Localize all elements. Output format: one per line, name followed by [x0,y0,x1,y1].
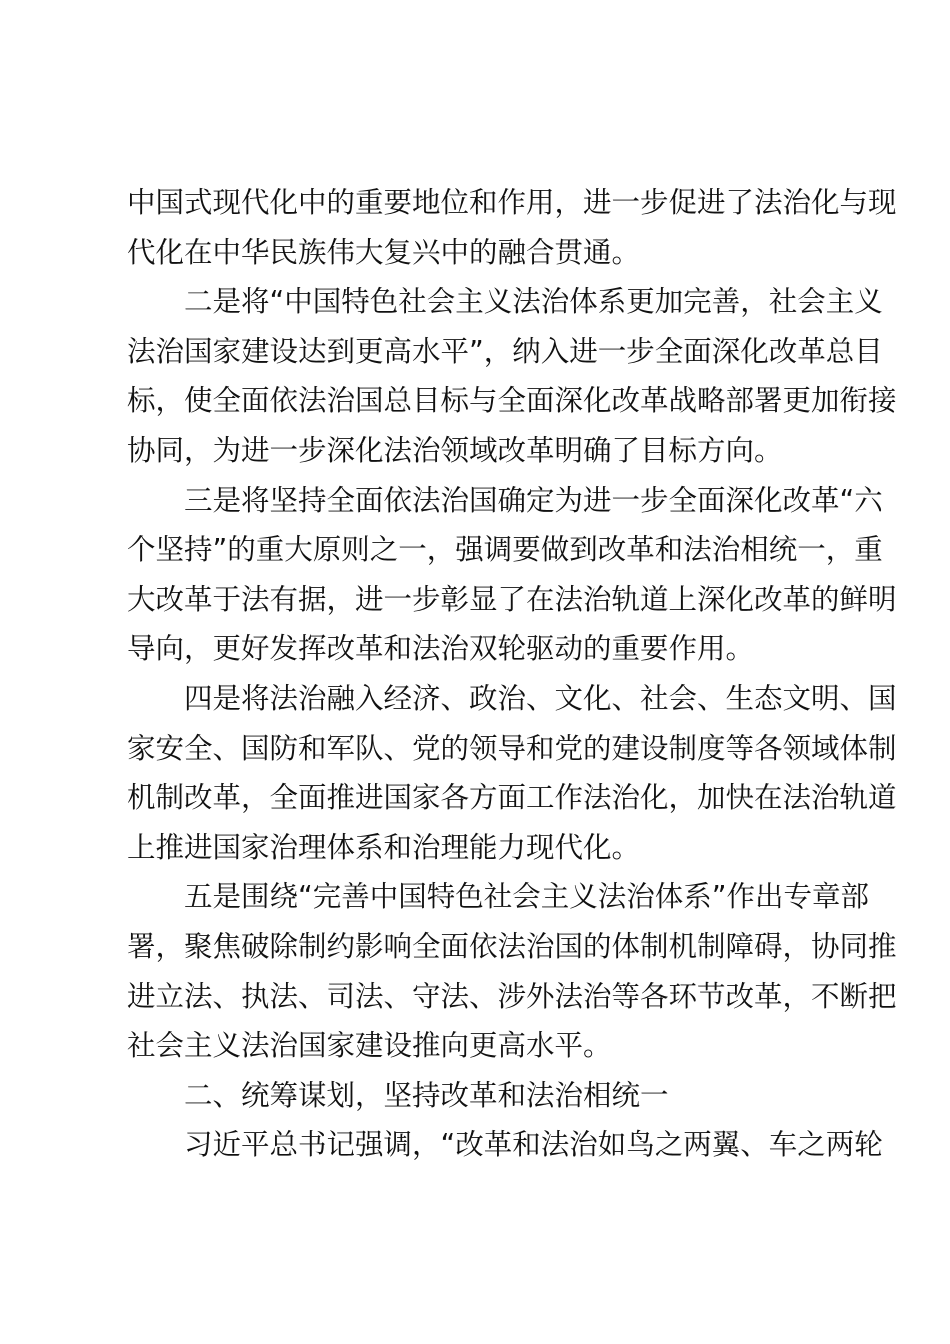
text-line: 四是将法治融入经济、政治、文化、社会、生态文明、国 [184,681,897,715]
text-line: 法治国家建设达到更高水平”，纳入进一步全面深化改革总目 [127,334,883,368]
text-line: 协同，为进一步深化法治领域改革明确了目标方向。 [127,433,783,467]
text-line: 进立法、执法、司法、守法、涉外法治等各环节改革，不断把 [127,979,897,1013]
text-line: 署，聚焦破除制约影响全面依法治国的体制机制障碍，协同推 [127,929,897,963]
text-line: 大改革于法有据，进一步彰显了在法治轨道上深化改革的鲜明 [127,582,897,616]
text-line: 代化在中华民族伟大复兴中的融合贯通。 [127,235,641,269]
text-line: 二是将“中国特色社会主义法治体系更加完善，社会主义 [184,285,883,319]
paragraph-point-three [127,476,897,674]
paragraph-point-five [127,872,897,1070]
text-line: 中国式现代化中的重要地位和作用，进一步促进了法治化与现 [127,186,897,219]
paragraph-quote-intro [127,1120,883,1170]
text-line: 导向，更好发挥改革和法治双轮驱动的重要作用。 [127,632,755,666]
paragraph-point-two [127,277,897,475]
text-line: 标，使全面依法治国总目标与全面深化改革战略部署更加衔接 [127,384,897,418]
text-line: 家安全、国防和军队、党的领导和党的建设制度等各领域体制 [127,731,897,765]
paragraph-point-four [127,674,897,872]
text-line: 上推进国家治理体系和治理能力现代化。 [127,830,641,864]
section-heading [127,1071,833,1121]
text-line: 习近平总书记强调，“改革和法治如鸟之两翼、车之两轮 [184,1128,883,1162]
section-heading-text: 二、统筹谋划，坚持改革和法治相统一 [184,1078,669,1112]
text-line: 社会主义法治国家建设推向更高水平。 [127,1029,612,1063]
text-line: 三是将坚持全面依法治国确定为进一步全面深化改革“六 [184,483,883,517]
text-line: 个坚持”的重大原则之一，强调要做到改革和法治相统一，重 [127,533,883,567]
document-body [127,178,897,1170]
text-line: 机制改革，全面推进国家各方面工作法治化，加快在法治轨道 [127,781,897,815]
paragraph-continuation [127,178,897,277]
text-line: 五是围绕“完善中国特色社会主义法治体系”作出专章部 [184,880,870,914]
